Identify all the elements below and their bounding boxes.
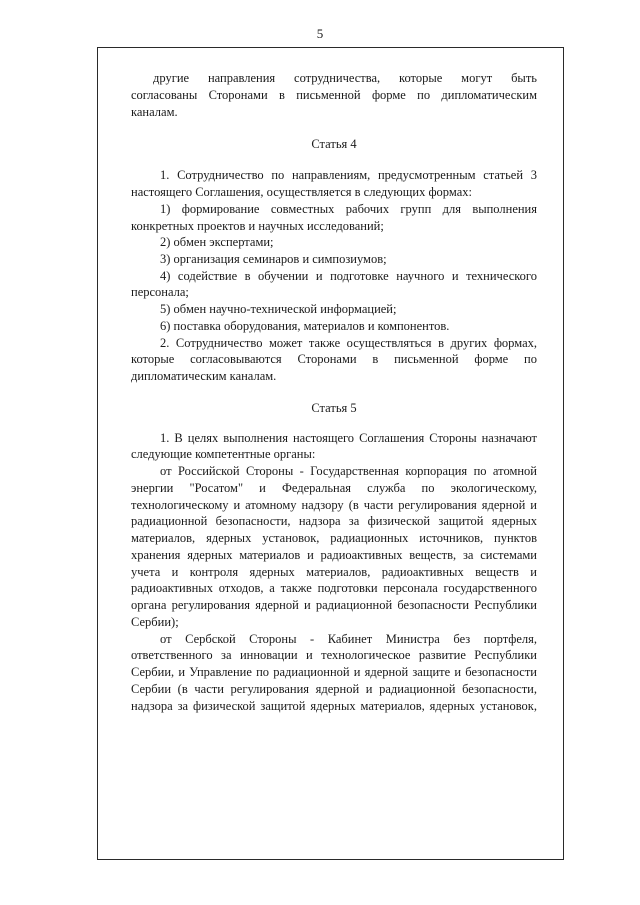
text-line: Сербии);	[131, 615, 179, 629]
text-line: 1. Сотрудничество по направлениям, предусмотренным статьей 3	[160, 168, 537, 182]
text-line: учета и контроля ядерных материалов, радиоактивных веществ и	[131, 565, 537, 579]
text-line: технологическому и атомному надзору (в части регулирования ядерной и	[131, 498, 537, 512]
text-line: персонала;	[131, 285, 189, 299]
text-line: от Российской Стороны - Государственная корпорация по атомной	[160, 464, 537, 478]
document-frame	[97, 47, 564, 860]
article-heading: Статья 5	[311, 401, 357, 415]
text-line: радиационной безопасности, надзора за физической защитой ядерных	[131, 514, 537, 528]
text-line: которые согласовываются Сторонами в письменной форме по	[131, 352, 537, 366]
text-line: 5) обмен научно-технической информацией;	[160, 302, 397, 316]
page-number: 5	[316, 26, 324, 41]
text-line: настоящего Соглашения, осуществляется в следующих формах:	[131, 185, 472, 199]
text-line: конкретных проектов и научных исследований;	[131, 219, 384, 233]
text-line: согласованы Сторонами в письменной форме по дипломатическим	[131, 88, 537, 102]
text-line: радиоактивных отходов, а также подготовки персонала государственного	[131, 581, 537, 595]
text-line: 1. В целях выполнения настоящего Соглашения Стороны назначают	[160, 431, 537, 445]
text-line: от Сербской Стороны - Кабинет Министра без портфеля,	[160, 632, 537, 646]
text-line: 6) поставка оборудования, материалов и компонентов.	[160, 319, 450, 333]
text-line: следующие компетентные органы:	[131, 447, 316, 461]
text-line: энергии "Росатом" и Федеральная служба по экологическому,	[131, 481, 537, 495]
text-line: 3) организация семинаров и симпозиумов;	[160, 252, 387, 266]
text-line: дипломатическим каналам.	[131, 369, 277, 383]
text-line: материалов, ядерных установок, радиационных источников, пунктов	[131, 531, 537, 545]
text-line: 2. Сотрудничество может также осуществляться в других формах,	[160, 336, 537, 350]
text-line: органа регулирования ядерной и радиационной безопасности Республики	[131, 598, 537, 612]
text-line: Сербии (в части регулирования ядерной и радиационной безопасности,	[131, 682, 537, 696]
text-line: ответственного за инновации и технологическое развитие Республики	[131, 648, 537, 662]
article-heading: Статья 4	[311, 137, 357, 151]
text-line: 1) формирование совместных рабочих групп для выполнения	[160, 202, 537, 216]
text-line: другие направления сотрудничества, которые могут быть	[153, 71, 537, 85]
text-line: 4) содействие в обучении и подготовке научного и технического	[160, 269, 537, 283]
text-line: 2) обмен экспертами;	[160, 235, 274, 249]
text-line: каналам.	[131, 105, 178, 119]
text-line: надзора за физической защитой ядерных материалов, ядерных установок,	[131, 699, 537, 713]
text-line: хранения ядерных материалов и радиоактивных веществ, за системами	[131, 548, 537, 562]
text-line: Сербии, и Управление по радиационной и ядерной защите и безопасности	[131, 665, 537, 679]
